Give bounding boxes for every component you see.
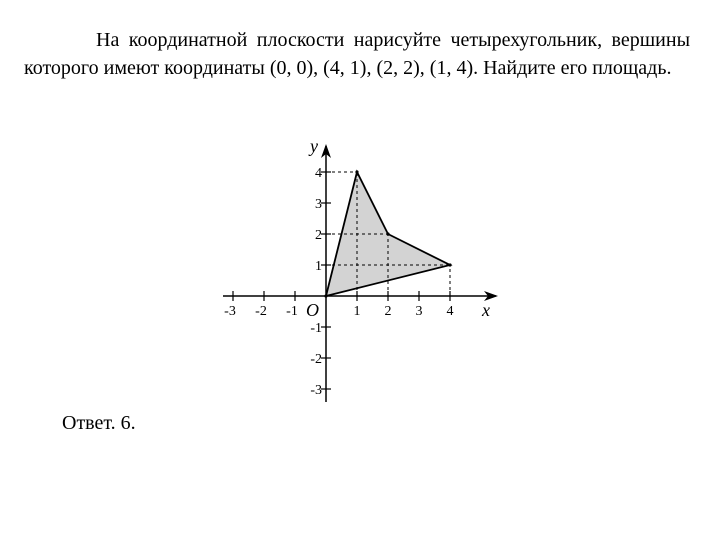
y-tick-label: 2 — [315, 228, 322, 243]
x-axis-label: x — [482, 300, 490, 320]
origin-label: O — [306, 300, 319, 320]
coordinate-plane-figure — [216, 140, 500, 402]
vertex-point-3 — [355, 170, 358, 173]
x-tick-label: 4 — [446, 304, 454, 319]
y-tick-label: -2 — [310, 352, 322, 367]
answer-text: Ответ. 6. — [62, 412, 136, 434]
y-tick-label: 1 — [315, 259, 322, 274]
x-tick-label: -2 — [255, 304, 267, 319]
x-tick-label: 2 — [384, 304, 392, 319]
problem-statement: На координатной плоскости нарисуйте четырехугольник, вершины которого имеют координаты (0, 0), (4, 1), (2, 2), (1, 4). Найдите его площадь. — [24, 29, 690, 79]
y-tick-label: -1 — [310, 321, 322, 336]
x-tick-label: 3 — [415, 304, 423, 319]
y-axis-label: y — [310, 140, 318, 156]
vertex-point-0 — [324, 294, 327, 297]
x-tick-label: 1 — [353, 304, 361, 319]
coordinate-plane — [216, 140, 500, 402]
vertex-point-1 — [448, 263, 451, 266]
x-tick-label: -3 — [224, 304, 236, 319]
x-tick-label: -1 — [286, 304, 298, 319]
y-tick-label: 3 — [315, 197, 322, 212]
y-tick-label: -3 — [310, 383, 322, 398]
y-tick-label: 4 — [315, 166, 322, 181]
vertex-point-2 — [386, 232, 389, 235]
